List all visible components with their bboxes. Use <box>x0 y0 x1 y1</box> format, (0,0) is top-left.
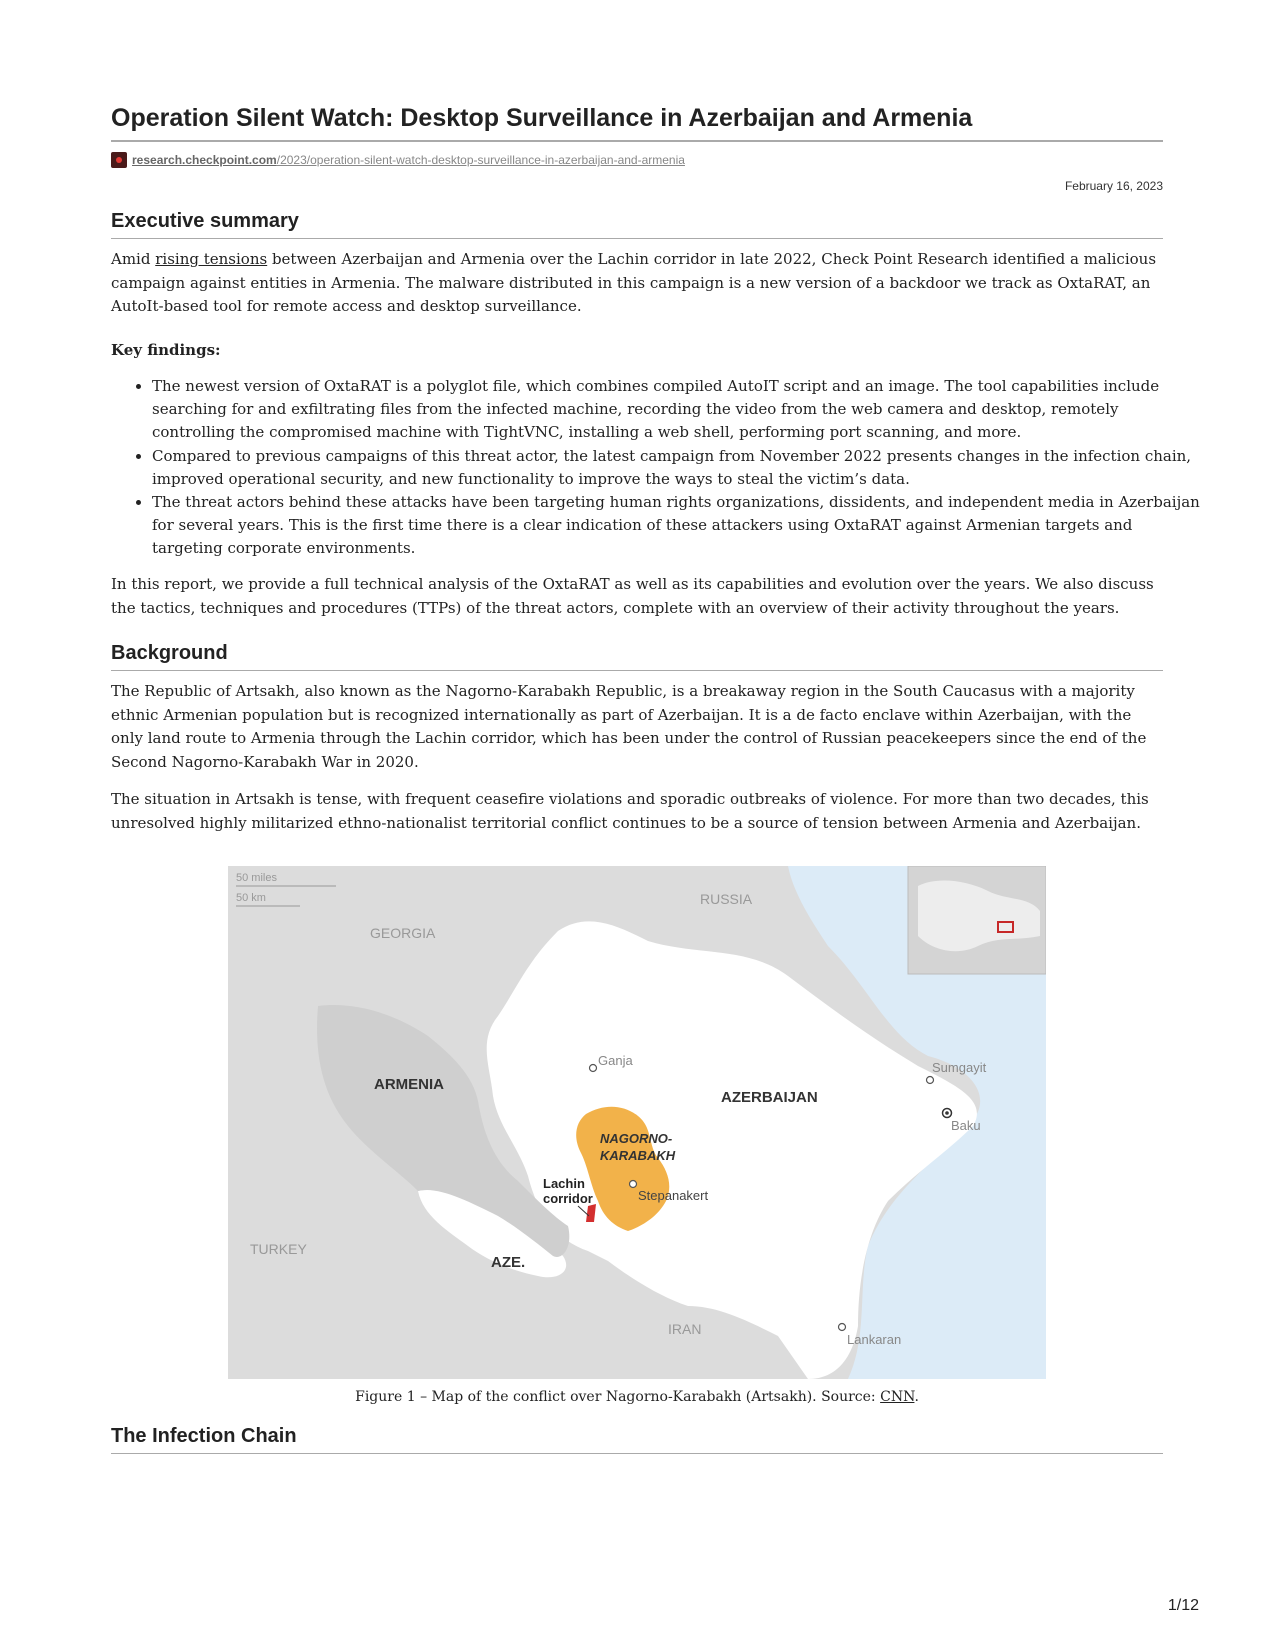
section-divider <box>111 1453 1163 1454</box>
country-label-aze: AZE. <box>491 1254 526 1271</box>
country-label-azerbaijan: AZERBAIJAN <box>721 1089 818 1106</box>
country-label-armenia: ARMENIA <box>374 1076 444 1093</box>
list-item: • The newest version of OxtaRAT is a polyglot file, which combines compiled AutoIT script and an image. The tool capabilities include searching for and exfiltrating files from the infected machine, recording the video from the web camera and desktop, remotely controlling the compromised machine with TightVNC, installing a web shell, performing port scanning, and more. <box>152 375 1204 445</box>
conflict-map <box>228 866 1046 1379</box>
intro-text: Amid <box>111 250 156 268</box>
section-divider <box>111 670 1163 671</box>
corridor-label-line1: Lachin <box>543 1176 585 1191</box>
country-label-georgia: GEORGIA <box>370 925 436 941</box>
city-label-sumgayit: Sumgayit <box>932 1060 987 1075</box>
title-divider <box>111 140 1163 142</box>
checkpoint-research-icon <box>111 152 127 168</box>
url-path[interactable]: /2023/operation-silent-watch-desktop-surveillance-in-azerbaijan-and-armenia <box>276 153 685 167</box>
key-findings-label: Key findings: <box>111 341 221 359</box>
findings-list <box>111 375 1204 561</box>
city-label-baku: Baku <box>951 1118 981 1133</box>
page-number: 1/12 <box>1167 1597 1199 1614</box>
source-url[interactable] <box>111 152 685 168</box>
cnn-source-link[interactable]: CNN <box>880 1389 915 1405</box>
exec-summary-closing: In this report, we provide a full technical analysis of the OxtaRAT as well as its capabilities and evolution over the years. We also discuss the tactics, techniques and procedures (TTPs) of the threat actors, complete with an overview of their activity throughout the years. <box>111 575 1154 617</box>
capital-marker-dot <box>945 1111 949 1115</box>
region-label-line2: KARABAKH <box>600 1148 676 1163</box>
figure-caption <box>111 1389 1163 1405</box>
section-heading-infection-chain: The Infection Chain <box>111 1425 297 1447</box>
background-paragraph-2: The situation in Artsakh is tense, with frequent ceasefire violations and sporadic outbreaks of violence. For more than two decades, this unresolved highly militarized ethno-nationalist territorial conflict continues to be a source of tension between Armenia and Azerbaijan. <box>111 790 1149 832</box>
list-item: • The threat actors behind these attacks have been targeting human rights organizations, dissidents, and independent media in Azerbaijan for several years. This is the first time there is a clear indication of these attackers using OxtaRAT against Armenian targets and targeting corporate environments. <box>152 491 1204 561</box>
publish-date: February 16, 2023 <box>1064 179 1163 193</box>
city-label-ganja: Ganja <box>598 1053 633 1068</box>
scale-km-label: 50 km <box>236 892 266 904</box>
city-marker <box>590 1065 597 1072</box>
caption-text: Figure 1 – Map of the conflict over Nagorno-Karabakh (Artsakh). Source: <box>355 1389 881 1405</box>
city-marker <box>839 1324 846 1331</box>
exec-summary-intro <box>111 248 1163 319</box>
city-marker <box>927 1077 934 1084</box>
city-label-lankaran: Lankaran <box>847 1332 902 1347</box>
caption-end: . <box>914 1389 919 1405</box>
city-marker <box>630 1181 637 1188</box>
rising-tensions-link[interactable]: rising tensions <box>155 250 268 268</box>
scale-miles-label: 50 miles <box>236 872 277 884</box>
page-title: Operation Silent Watch: Desktop Surveillance in Azerbaijan and Armenia <box>111 104 973 132</box>
intro-text-rest: between Azerbaijan and Armenia over the Lachin corridor in late 2022, Check Point Research identified a malicious campaign against entities in Armenia. The malware distributed in this campaign is a new version of a backdoor we track as OxtaRAT, an AutoIt-based tool for remote access and desktop surveillance. <box>111 250 1157 315</box>
section-divider <box>111 238 1163 239</box>
country-label-iran: IRAN <box>668 1321 702 1337</box>
corridor-label-line2: corridor <box>543 1191 593 1206</box>
country-label-russia: RUSSIA <box>700 891 753 907</box>
url-host[interactable]: research.checkpoint.com <box>132 153 277 167</box>
city-label-stepanakert: Stepanakert <box>638 1188 709 1203</box>
section-heading-executive-summary: Executive summary <box>111 210 299 232</box>
country-label-turkey: TURKEY <box>250 1241 307 1257</box>
section-heading-background: Background <box>111 642 228 664</box>
region-label-line1: NAGORNO- <box>600 1131 673 1146</box>
background-paragraph-1: The Republic of Artsakh, also known as the Nagorno-Karabakh Republic, is a breakaway region in the South Caucasus with a majority ethnic Armenian population but is recognized internationally as part of Azerbaijan. It is a de facto enclave within Azerbaijan, with the only land route to Armenia through the Lachin corridor, which has been under the control of Russian peacekeepers since the end of the Second Nagorno-Karabakh War in 2020. <box>111 682 1147 771</box>
list-item: • Compared to previous campaigns of this threat actor, the latest campaign from November 2022 presents changes in the infection chain, improved operational security, and new functionality to improve the ways to steal the victim’s data. <box>152 445 1204 491</box>
